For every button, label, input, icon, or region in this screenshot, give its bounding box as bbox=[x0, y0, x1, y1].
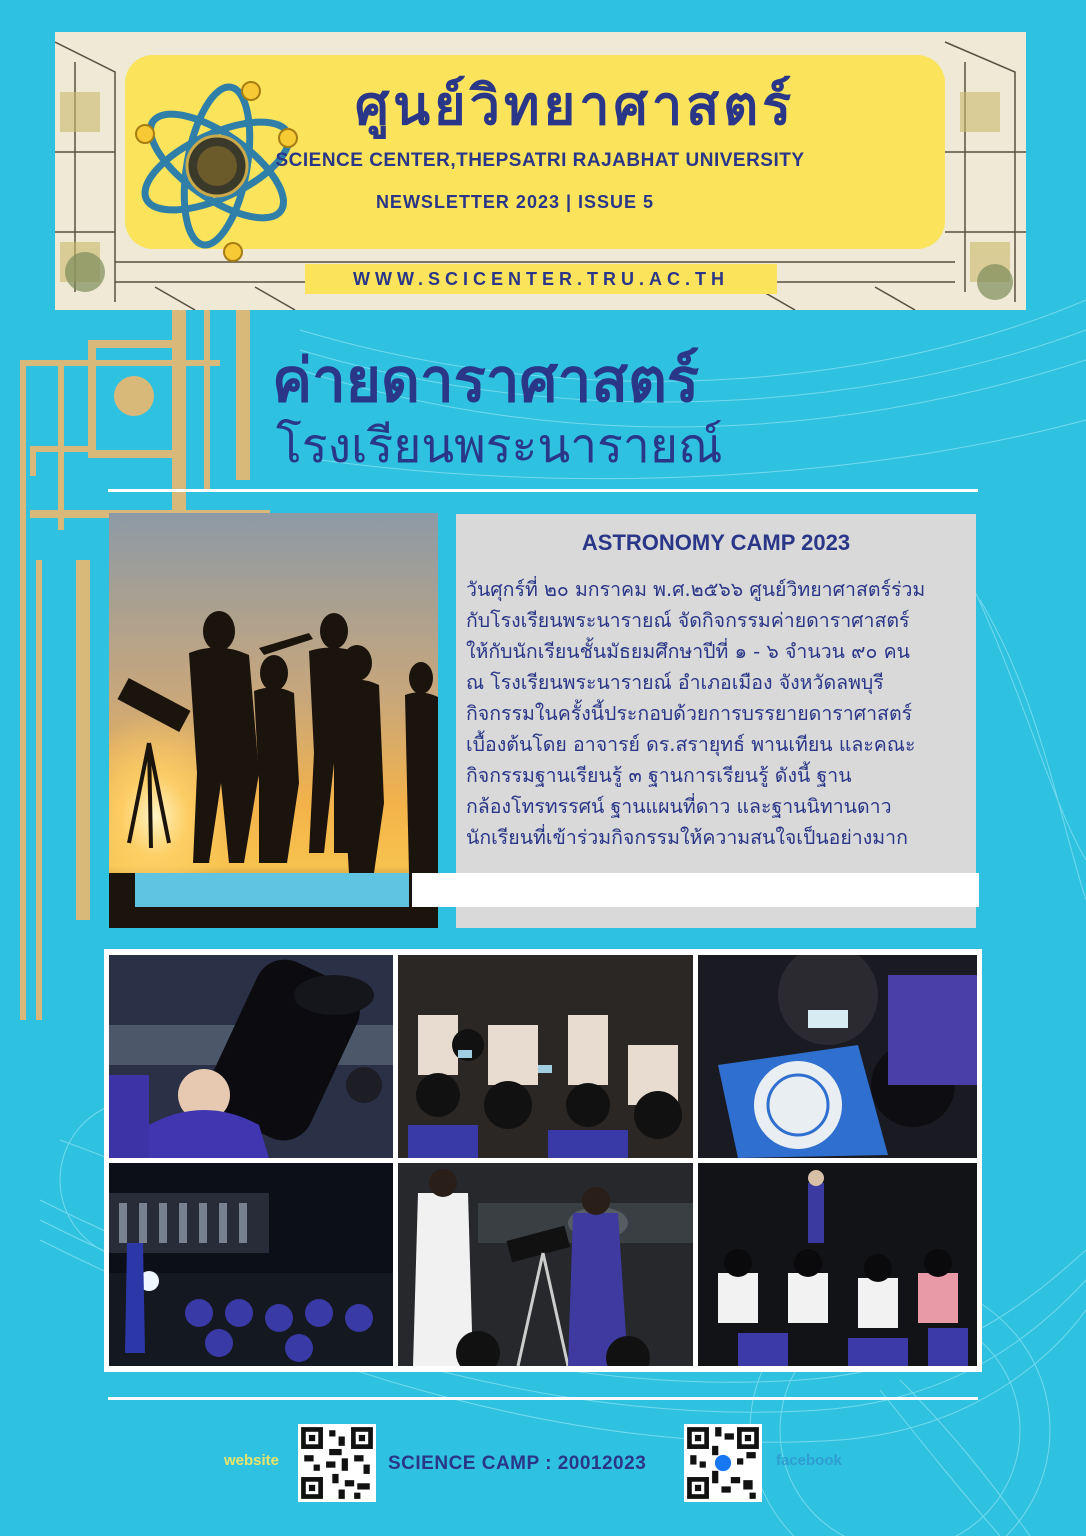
header-banner bbox=[55, 32, 1026, 310]
headline-main: ค่ายดาราศาสตร์ bbox=[272, 346, 700, 416]
article-line: นักเรียนที่เข้าร่วมกิจกรรมให้ความสนใจเป็นอย่างมาก bbox=[466, 826, 908, 849]
headline-sub: โรงเรียนพระนารายณ์ bbox=[276, 418, 723, 474]
facebook-icon bbox=[715, 1455, 731, 1471]
article-title: ASTRONOMY CAMP 2023 bbox=[581, 530, 851, 555]
feature-photo-sunset-silhouettes bbox=[109, 513, 438, 928]
article-line: ณ โรงเรียนพระนารายณ์ อำเภอเมือง จังหวัดลพบุรี bbox=[466, 671, 884, 694]
gallery-photo-telescope-setup bbox=[398, 1163, 693, 1366]
accent-strip-blue bbox=[135, 873, 409, 907]
photo-gallery bbox=[104, 949, 982, 1372]
article-line: เบื้องต้นโดย อาจารย์ ดร.สรายุทธ์ พานเทียน และคณะ bbox=[466, 733, 916, 756]
article-body bbox=[466, 574, 972, 853]
facebook-label[interactable]: facebook bbox=[776, 1452, 842, 1469]
gallery-photo-telescope-student bbox=[109, 955, 393, 1158]
divider-bottom bbox=[108, 1397, 978, 1400]
footer-event-label: SCIENCE CAMP : 20012023 bbox=[388, 1453, 647, 1474]
divider-top bbox=[108, 489, 978, 492]
center-title-english: SCIENCE CENTER,THEPSATRI RAJABHAT UNIVERSITY bbox=[275, 150, 805, 171]
article-line: ให้กับนักเรียนชั้นมัธยมศึกษาปีที่ ๑ - ๖ จำนวน ๙๐ คน bbox=[466, 640, 910, 663]
accent-strip-white bbox=[412, 873, 979, 907]
article-line: กล้องโทรทรรศน์ ฐานแผนที่ดาว และฐานนิทานดาว bbox=[466, 795, 892, 818]
website-label[interactable]: website bbox=[224, 1452, 280, 1469]
qr-code-icon[interactable] bbox=[684, 1424, 762, 1502]
gallery-photo-students-pointing bbox=[398, 955, 693, 1158]
article-line: วันศุกร์ที่ ๒๐ มกราคม พ.ศ.๒๕๖๖ ศูนย์วิทยาศาสตร์ร่วม bbox=[466, 578, 926, 601]
article-card bbox=[456, 514, 976, 928]
qr-code-icon[interactable] bbox=[298, 1424, 376, 1502]
gallery-photo-star-map bbox=[698, 955, 977, 1158]
center-title-thai: ศูนย์วิทยาศาสตร์ bbox=[354, 74, 796, 137]
article-line: กับโรงเรียนพระนารายณ์ จัดกิจกรรมค่ายดาราศาสตร์ bbox=[466, 609, 910, 632]
gallery-photo-field-at-night bbox=[109, 1163, 393, 1366]
website-url[interactable]: WWW.SCICENTER.TRU.AC.TH bbox=[305, 264, 777, 294]
article-line: กิจกรรมฐานเรียนรู้ ๓ ฐานการเรียนรู้ ดังนี้ ฐาน bbox=[466, 764, 852, 787]
article-line: กิจกรรมในครั้งนี้ประกอบด้วยการบรรยายดาราศาสตร์ bbox=[466, 702, 913, 725]
newsletter-issue: NEWSLETTER 2023 | ISSUE 5 bbox=[375, 192, 655, 212]
gallery-photo-storytelling bbox=[698, 1163, 977, 1366]
